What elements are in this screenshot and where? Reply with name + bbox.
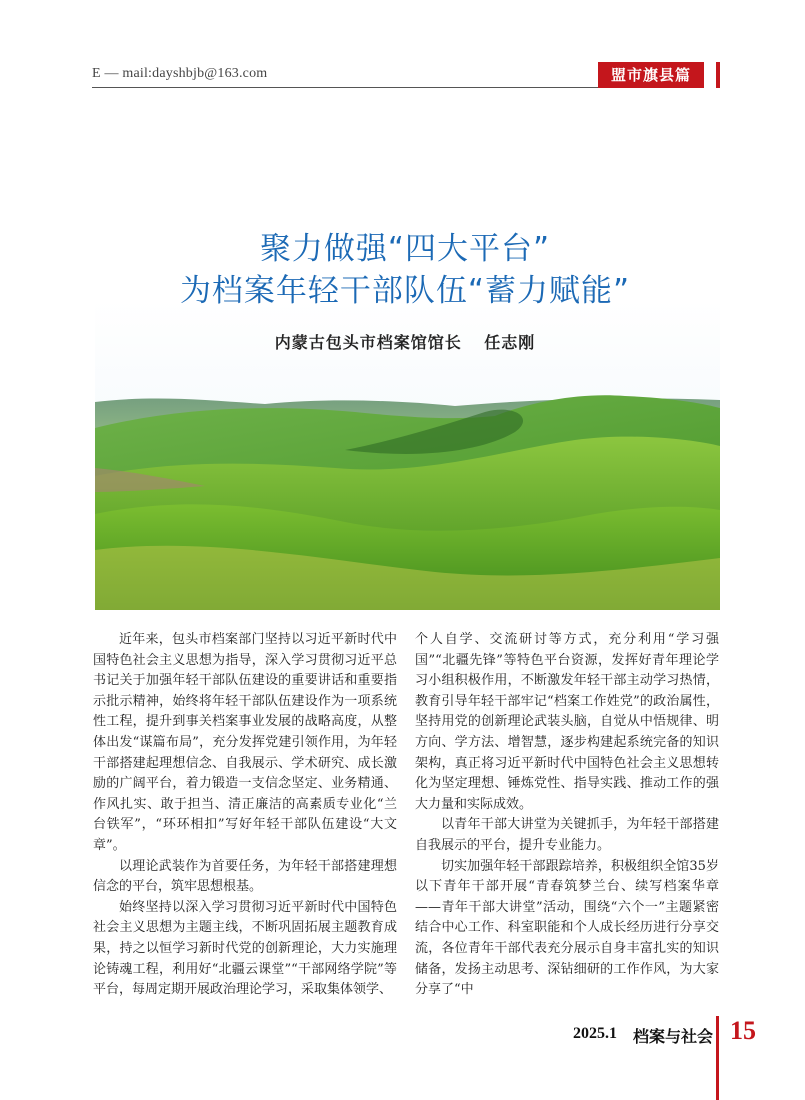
body-column-right bbox=[415, 630, 719, 1001]
issue-date: 2025.1 bbox=[573, 1025, 617, 1042]
magazine-name: 档案与社会 bbox=[633, 1027, 714, 1046]
header-email: E — mail:dayshbjb@163.com bbox=[92, 66, 268, 81]
section-tab: 盟市旗县篇 bbox=[598, 62, 704, 88]
footer-bar bbox=[716, 1016, 719, 1100]
article-title-line1: 聚力做强“四大平台” bbox=[259, 231, 551, 267]
article-title-line2: 为档案年轻干部队伍“蓄力赋能” bbox=[179, 273, 631, 309]
page-number: 15 bbox=[730, 1016, 756, 1045]
section-tab-bar bbox=[716, 62, 720, 88]
paragraph: 始终坚持以深入学习贯彻习近平新时代中国特色社会主义思想为主题主线，不断巩固拓展主题教育成果，持之以恒学习新时代党的创新理论，大力实施理论铸魂工程，利用好“北疆云课堂”“干部网络学院”等平台，每周定期开展政治理论学习，采取集体领学、 bbox=[93, 899, 397, 998]
paragraph: 以理论武装作为首要任务，为年轻干部搭建理想信念的平台，筑牢思想根基。 bbox=[93, 858, 397, 895]
paragraph: 以青年干部大讲堂为关键抓手，为年轻干部搭建自我展示的平台，提升专业能力。 bbox=[415, 817, 719, 853]
paragraph: 切实加强年轻干部跟踪培养，积极组织全馆35岁以下青年干部开展“青春筑梦兰台、续写档案华章——青年干部大讲堂”活动，围绕“六个一”主题紧密结合中心工作、科室职能和个人成长经历进行分享交流，各位青年干部代表充分展示自身丰富扎实的知识储备，发扬主动思考、深钻细研的工作作风，为大家分享了“中 bbox=[415, 858, 719, 998]
article-title bbox=[95, 228, 715, 312]
author-role: 内蒙古包头市档案馆馆长 bbox=[274, 333, 462, 352]
author-byline bbox=[95, 330, 715, 353]
paragraph: 近年来，包头市档案部门坚持以习近平新时代中国特色社会主义思想为指导，深入学习贯彻习近平总书记关于加强年轻干部队伍建设的重要讲话和重要指示批示精神，始终将年轻干部队伍建设作为一项系统性工程，提升到事关档案事业发展的战略高度，从整体出发“谋篇布局”，充分发挥党建引领作用，为年轻干部搭建起理想信念、自我展示、学术研究、成长激励的广阔平台，着力锻造一支信念坚定、业务精通、作风扎实、敢于担当、清正廉洁的高素质专业化“兰台铁军”，“环环相扣”写好年轻干部队伍建设“大文章”。 bbox=[93, 632, 397, 853]
paragraph-continued: 个人自学、交流研讨等方式，充分利用“学习强国”“北疆先锋”等特色平台资源，发挥好青年理论学习小组积极作用，不断激发年轻干部主动学习热情，教育引导年轻干部牢记“档案工作姓党”的政治属性，坚持用党的创新理论武装头脑，自觉从中悟规律、明方向、学方法、增智慧，逐步构建起系统完备的知识架构，真正将习近平新时代中国特色社会主义思想转化为坚定理想、锤炼党性、指导实践、推动工作的强大力量和实际成效。 bbox=[415, 632, 719, 812]
body-column-left bbox=[93, 630, 397, 1001]
author-name: 任志刚 bbox=[484, 333, 536, 352]
